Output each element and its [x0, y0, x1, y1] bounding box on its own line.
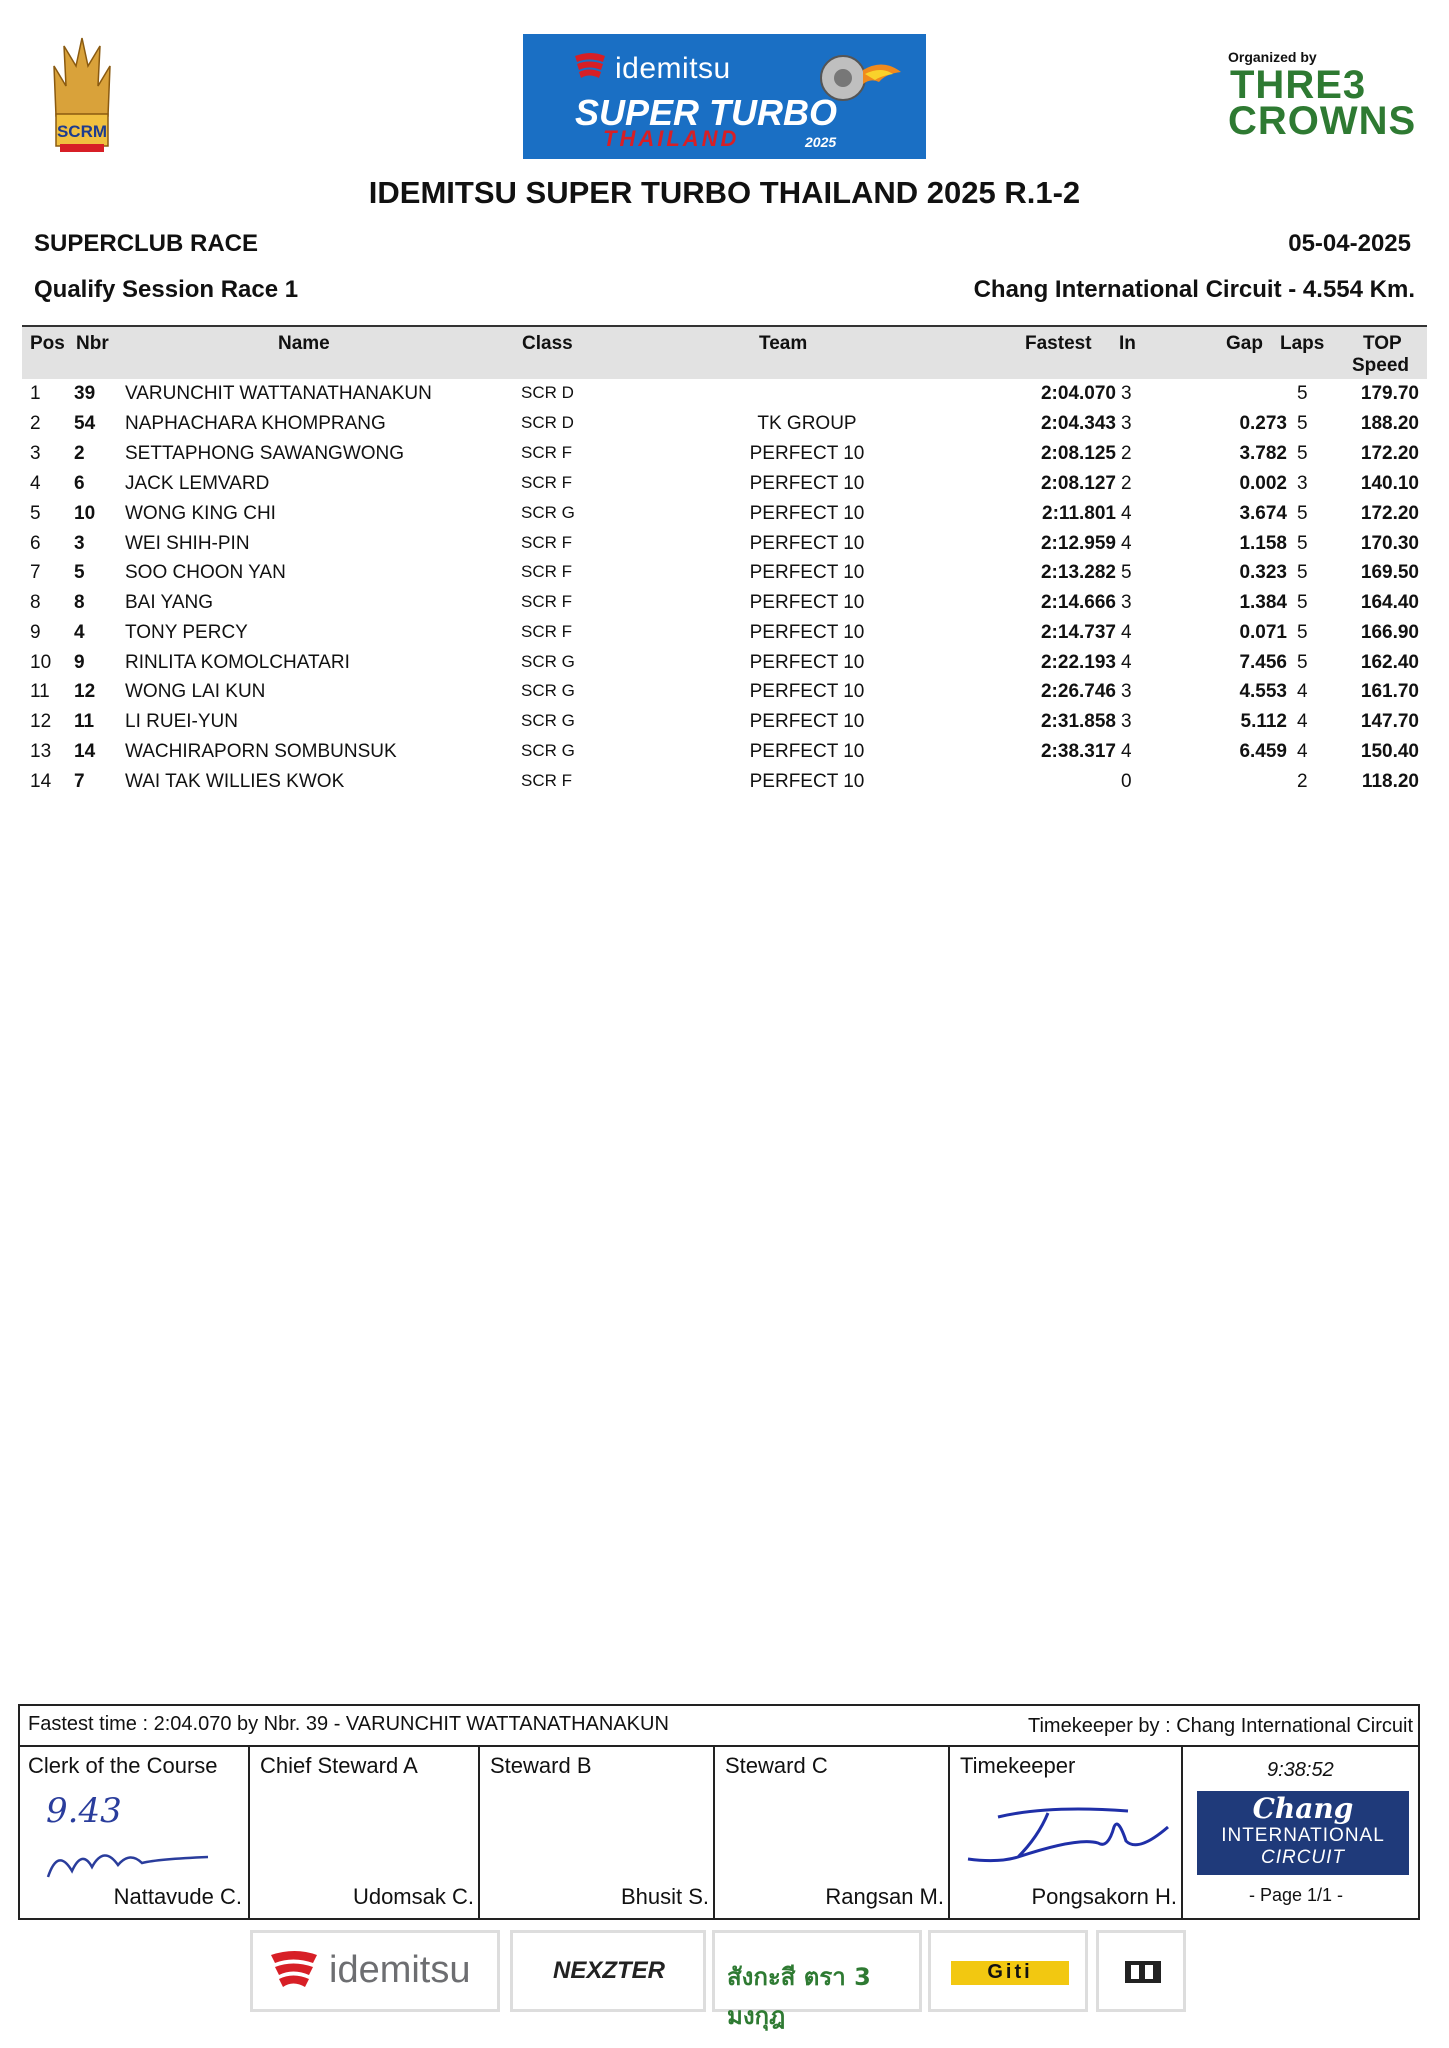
cell-fastest: 2:08.127 — [1040, 473, 1116, 494]
chang-logo-line2: INTERNATIONAL — [1221, 1825, 1385, 1846]
sponsor-small-logo — [1096, 1930, 1186, 2012]
cell-fastest: 2:04.343 — [1040, 413, 1116, 434]
signature-name: Udomsak C. — [352, 1884, 474, 1909]
col-nbr: Nbr — [76, 333, 109, 354]
cell-nbr: 10 — [74, 503, 96, 524]
cell-nbr: 11 — [74, 711, 95, 732]
cell-fastest: 2:12.959 — [1040, 533, 1116, 554]
col-laps: Laps — [1280, 333, 1325, 354]
cell-name: RINLITA KOMOLCHATARI — [125, 652, 350, 673]
cell-speed: 147.70 — [1360, 711, 1419, 732]
cell-pos: 2 — [30, 413, 41, 434]
cell-gap: 0.323 — [1239, 562, 1287, 583]
cell-nbr: 2 — [74, 443, 85, 464]
cell-pos: 10 — [30, 652, 52, 673]
cell-speed: 150.40 — [1360, 741, 1419, 762]
cell-fastest: 2:31.858 — [1040, 711, 1116, 732]
col-pos: Pos — [30, 333, 65, 354]
race-date: 05-04-2025 — [1288, 230, 1411, 257]
page-title: IDEMITSU SUPER TURBO THAILAND 2025 R.1-2 — [368, 175, 1081, 210]
cell-gap: 7.456 — [1239, 652, 1287, 673]
table-row — [22, 408, 1427, 438]
cell-team: PERFECT 10 — [749, 652, 865, 673]
results-table-header — [22, 325, 1427, 379]
cell-class: SCR F — [521, 592, 572, 611]
signature-steward-b — [478, 1745, 715, 1918]
sponsor-nexzter-logo — [510, 1930, 706, 2012]
cell-nbr: 3 — [74, 533, 85, 554]
idemitsu-flag-icon — [267, 1949, 321, 1995]
table-row — [22, 557, 1427, 587]
cell-team: PERFECT 10 — [749, 473, 865, 494]
cell-team: PERFECT 10 — [749, 533, 865, 554]
cell-pos: 5 — [30, 503, 41, 524]
cell-name: WACHIRAPORN SOMBUNSUK — [125, 741, 397, 762]
cell-gap: 5.112 — [1240, 711, 1287, 732]
table-row — [22, 587, 1427, 617]
cell-speed: 162.40 — [1360, 652, 1419, 673]
cell-gap: 1.158 — [1239, 533, 1287, 554]
table-row — [22, 468, 1427, 498]
cell-nbr: 5 — [74, 562, 85, 583]
cell-pos: 8 — [30, 592, 41, 613]
race-name: SUPERCLUB RACE — [34, 230, 259, 257]
cell-fastest: 2:38.317 — [1040, 741, 1116, 762]
sponsor-idemitsu-logo — [250, 1930, 500, 2012]
signature-name: Pongsakorn H. — [1031, 1884, 1177, 1909]
cell-nbr: 39 — [74, 383, 96, 404]
cell-speed: 164.40 — [1360, 592, 1419, 613]
cell-speed: 166.90 — [1360, 622, 1419, 643]
cell-pos: 7 — [30, 562, 41, 583]
signature-timekeeper — [948, 1745, 1183, 1918]
signature-title: Timekeeper — [960, 1753, 1076, 1778]
table-row — [22, 766, 1427, 796]
cell-pos: 11 — [30, 681, 50, 702]
cell-class: SCR F — [521, 473, 572, 492]
cell-class: SCR G — [521, 503, 575, 522]
cell-class: SCR F — [521, 443, 572, 462]
sponsor-thai-logo — [712, 1930, 922, 2030]
col-top: TOP — [1363, 333, 1402, 354]
cell-team: PERFECT 10 — [749, 443, 865, 464]
cell-fastest: 2:14.737 — [1040, 622, 1116, 643]
cell-in: 4 — [1121, 741, 1132, 762]
cell-class: SCR G — [521, 741, 575, 760]
cell-class: SCR F — [521, 622, 572, 641]
cell-in: 5 — [1121, 562, 1132, 583]
cell-team: PERFECT 10 — [749, 562, 865, 583]
cell-pos: 14 — [30, 771, 52, 792]
cell-fastest: 2:13.282 — [1040, 562, 1116, 583]
table-row — [22, 676, 1427, 706]
signature-title: Clerk of the Course — [28, 1753, 218, 1778]
cell-name: JACK LEMVARD — [125, 473, 270, 494]
handwritten-time: 9.43 — [46, 1791, 122, 1831]
table-row — [22, 498, 1427, 528]
cell-gap: 6.459 — [1239, 741, 1287, 762]
cell-laps: 5 — [1297, 562, 1308, 583]
cell-in: 3 — [1121, 592, 1132, 613]
cell-laps: 5 — [1297, 383, 1308, 404]
cell-in: 3 — [1121, 413, 1132, 434]
cell-laps: 5 — [1297, 533, 1308, 554]
cell-pos: 13 — [30, 741, 52, 762]
chang-logo-line1: Chang — [1252, 1792, 1354, 1825]
cell-name: WONG KING CHI — [125, 503, 276, 524]
table-row — [22, 528, 1427, 558]
cell-pos: 3 — [30, 443, 41, 464]
cell-laps: 3 — [1297, 473, 1308, 494]
cell-class: SCR G — [521, 652, 575, 671]
chang-circuit-logo — [1197, 1791, 1409, 1875]
cell-fastest: 2:08.125 — [1040, 443, 1116, 464]
cell-laps: 4 — [1297, 741, 1308, 762]
cell-team: PERFECT 10 — [749, 592, 865, 613]
cell-laps: 5 — [1297, 652, 1308, 673]
print-info-cell — [1181, 1745, 1418, 1918]
cell-team: PERFECT 10 — [749, 622, 865, 643]
cell-laps: 5 — [1297, 413, 1308, 434]
cell-speed: 140.10 — [1360, 473, 1419, 494]
cell-nbr: 7 — [74, 771, 85, 792]
giti-badge — [951, 1961, 1069, 1985]
idemitsu-super-turbo-banner — [523, 34, 926, 159]
cell-fastest: 2:14.666 — [1040, 592, 1116, 613]
cell-in: 2 — [1121, 443, 1132, 464]
cell-laps: 5 — [1297, 503, 1308, 524]
thai-wordmark: สังกะสี ตรา 3 มงกุฎ — [727, 1963, 871, 2030]
cell-fastest: 2:11.801 — [1042, 503, 1116, 524]
cell-laps: 5 — [1297, 443, 1308, 464]
cell-nbr: 8 — [74, 592, 85, 613]
col-gap: Gap — [1226, 333, 1263, 354]
cell-pos: 12 — [30, 711, 52, 732]
cell-in: 3 — [1121, 711, 1132, 732]
cell-in: 4 — [1121, 622, 1132, 643]
table-row — [22, 647, 1427, 677]
cell-class: SCR D — [521, 413, 574, 432]
three-crowns-logo-line1: THRE3 — [1230, 63, 1367, 107]
banner-title: SUPER TURBO — [575, 92, 838, 133]
fastest-time-summary: Fastest time : 2:04.070 by Nbr. 39 - VARUNCHIT WATTANATHANAKUN — [28, 1713, 669, 1735]
banner-brand: idemitsu — [615, 52, 731, 85]
cell-in: 4 — [1121, 533, 1132, 554]
cell-in: 2 — [1121, 473, 1132, 494]
idemitsu-flag-icon — [573, 52, 607, 80]
col-team: Team — [759, 333, 808, 354]
cell-laps: 5 — [1297, 592, 1308, 613]
cell-class: SCR F — [521, 771, 572, 790]
idemitsu-wordmark: idemitsu — [329, 1949, 471, 1991]
small-sponsor-mark-icon — [1121, 1951, 1165, 1991]
cell-team: TK GROUP — [757, 413, 857, 434]
circuit-name: Chang International Circuit - 4.554 Km. — [973, 276, 1415, 303]
cell-fastest: 2:04.070 — [1040, 383, 1116, 404]
three-crowns-logo-line2: CROWNS — [1228, 99, 1417, 143]
cell-nbr: 4 — [74, 622, 85, 643]
cell-gap: 1.384 — [1239, 592, 1287, 613]
banner-country: THAILAND — [603, 126, 740, 151]
timekeeper-signature-scribble — [958, 1797, 1183, 1877]
signature-title: Steward C — [725, 1753, 828, 1778]
cell-speed: 172.20 — [1360, 443, 1419, 464]
timekeeper-by-label: Timekeeper by : Chang International Circuit — [1028, 1715, 1413, 1737]
cell-name: SETTAPHONG SAWANGWONG — [125, 443, 405, 464]
col-in: In — [1119, 333, 1136, 354]
cell-in: 4 — [1121, 503, 1132, 524]
cell-class: SCR D — [521, 383, 574, 402]
cell-class: SCR G — [521, 681, 575, 700]
cell-name: WAI TAK WILLIES KWOK — [125, 771, 345, 792]
cell-class: SCR F — [521, 533, 572, 552]
cell-fastest: 2:22.193 — [1040, 652, 1116, 673]
cell-pos: 6 — [30, 533, 41, 554]
cell-name: WEI SHIH-PIN — [125, 533, 250, 554]
cell-team: PERFECT 10 — [749, 503, 865, 524]
cell-speed: 170.30 — [1360, 533, 1419, 554]
cell-name: VARUNCHIT WATTANATHANAKUN — [125, 383, 432, 404]
cell-class: SCR G — [521, 711, 575, 730]
cell-fastest: 2:26.746 — [1040, 681, 1116, 702]
cell-nbr: 14 — [74, 741, 96, 762]
cell-team: PERFECT 10 — [749, 681, 865, 702]
cell-laps: 5 — [1297, 622, 1308, 643]
signature-name: Bhusit S. — [620, 1884, 709, 1909]
organized-by-label: Organized by — [1228, 49, 1317, 65]
cell-class: SCR F — [521, 562, 572, 581]
table-row — [22, 438, 1427, 468]
cell-team: PERFECT 10 — [749, 711, 865, 732]
clerk-signature-scribble — [38, 1837, 248, 1887]
cell-in: 3 — [1121, 383, 1132, 404]
cell-laps: 2 — [1297, 771, 1308, 792]
signature-title: Chief Steward A — [260, 1753, 418, 1778]
signature-clerk — [18, 1745, 248, 1918]
cell-gap: 0.002 — [1239, 473, 1287, 494]
cell-in: 3 — [1121, 681, 1132, 702]
cell-speed: 169.50 — [1360, 562, 1419, 583]
cell-pos: 4 — [30, 473, 41, 494]
banner-year: 2025 — [805, 134, 837, 150]
scrm-emblem-logo — [48, 36, 116, 154]
cell-gap: 3.674 — [1239, 503, 1287, 524]
cell-speed: 188.20 — [1360, 413, 1419, 434]
chang-logo-line3: CIRCUIT — [1260, 1847, 1346, 1868]
signature-name: Nattavude C. — [113, 1884, 242, 1909]
cell-name: SOO CHOON YAN — [125, 562, 286, 583]
page-number: - Page 1/1 - — [1249, 1885, 1344, 1905]
col-class: Class — [522, 333, 573, 354]
table-row — [22, 617, 1427, 647]
cell-name: WONG LAI KUN — [125, 681, 266, 702]
col-speed: Speed — [1352, 355, 1410, 376]
cell-laps: 4 — [1297, 711, 1308, 732]
cell-gap: 3.782 — [1239, 443, 1287, 464]
cell-gap: 0.273 — [1239, 413, 1287, 434]
cell-gap: 4.553 — [1239, 681, 1287, 702]
cell-team: PERFECT 10 — [749, 771, 865, 792]
cell-name: NAPHACHARA KHOMPRANG — [125, 413, 386, 434]
cell-nbr: 54 — [74, 413, 96, 434]
cell-laps: 4 — [1297, 681, 1308, 702]
cell-speed: 118.20 — [1361, 771, 1419, 792]
signature-chief-steward-a — [248, 1745, 480, 1918]
cell-pos: 1 — [30, 383, 41, 404]
emblem-text: SCRM — [56, 122, 108, 141]
table-row — [22, 736, 1427, 766]
cell-speed: 179.70 — [1360, 383, 1419, 404]
signature-name: Rangsan M. — [825, 1884, 944, 1909]
cell-in: 4 — [1121, 652, 1132, 673]
giti-wordmark: Giti — [987, 1961, 1033, 1983]
printed-time: 9:38:52 — [1267, 1759, 1334, 1781]
cell-pos: 9 — [30, 622, 41, 643]
cell-nbr: 9 — [74, 652, 85, 673]
cell-speed: 172.20 — [1360, 503, 1419, 524]
sponsor-giti-logo — [928, 1930, 1088, 2012]
session-name: Qualify Session Race 1 — [34, 276, 299, 303]
col-name: Name — [278, 333, 330, 354]
cell-name: LI RUEI-YUN — [125, 711, 238, 732]
nexzter-wordmark: NEXZTER — [553, 1957, 666, 1984]
signature-steward-c — [713, 1745, 950, 1918]
signature-title: Steward B — [490, 1753, 592, 1778]
cell-team: PERFECT 10 — [749, 741, 865, 762]
cell-in: 0 — [1121, 771, 1132, 792]
cell-gap: 0.071 — [1239, 622, 1287, 643]
cell-nbr: 6 — [74, 473, 85, 494]
table-row — [22, 706, 1427, 736]
cell-name: TONY PERCY — [125, 622, 248, 643]
cell-nbr: 12 — [74, 681, 96, 702]
cell-speed: 161.70 — [1360, 681, 1419, 702]
cell-name: BAI YANG — [125, 592, 213, 613]
table-row — [22, 378, 1427, 408]
col-fastest: Fastest — [1025, 333, 1092, 354]
